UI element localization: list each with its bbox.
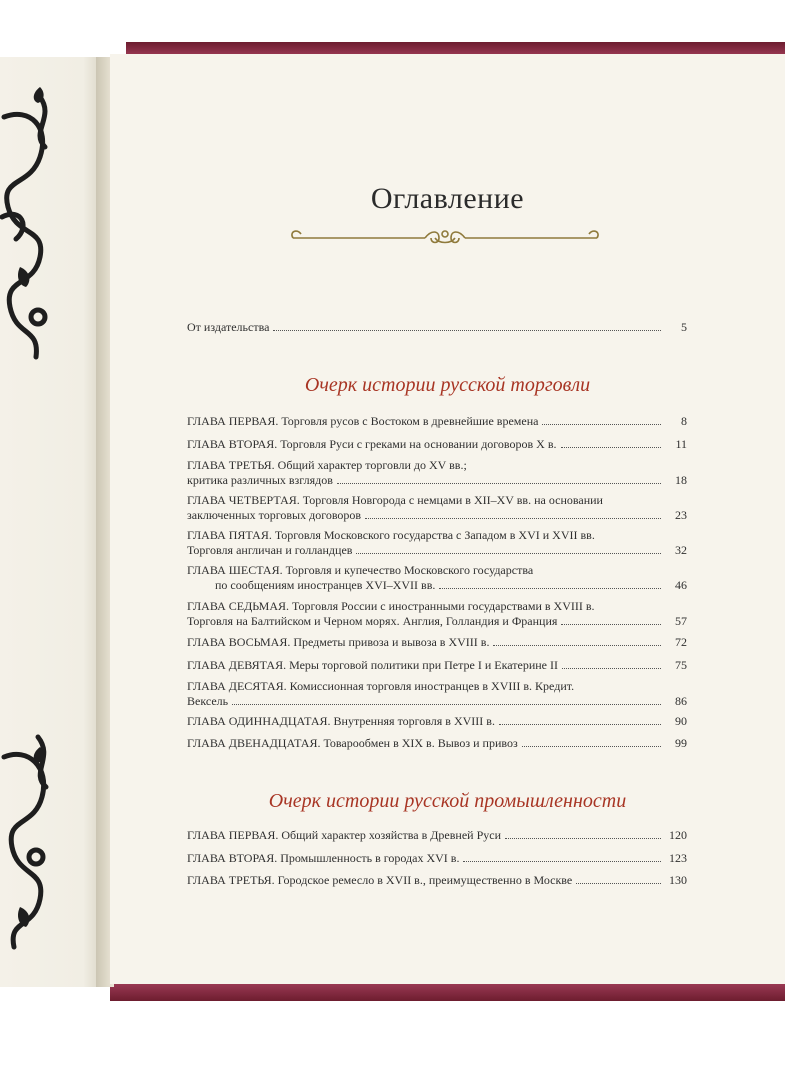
dot-leader <box>232 694 661 705</box>
toc-entry[interactable] <box>187 599 687 629</box>
entry-title-line2: Торговля на Балтийском и Черном морях. Англия, Голландия и Франция <box>187 614 558 628</box>
toc-entry[interactable] <box>187 851 687 866</box>
toc-entry[interactable] <box>187 437 687 452</box>
entry-title-line2: критика различных взглядов <box>187 473 333 487</box>
dot-leader <box>522 736 661 747</box>
toc-entry[interactable] <box>187 528 687 558</box>
dot-leader <box>561 437 661 448</box>
title-flourish-icon <box>285 226 605 248</box>
page-number: 32 <box>675 543 687 557</box>
entry-title: ГЛАВА ТРЕТЬЯ. Городское ремесло в XVII в., преимущественно в Москве <box>187 873 573 887</box>
dot-leader <box>505 828 661 839</box>
entry-title: ГЛАВА ДЕВЯТАЯ. Меры торговой политики при Петре I и Екатерине II <box>187 658 558 672</box>
entry-title-line2: по сообщениям иностранцев XVI–XVII вв. <box>215 578 436 592</box>
dot-leader <box>576 873 661 884</box>
page-number: 11 <box>675 437 687 451</box>
entry-title-line1: ГЛАВА ДЕСЯТАЯ. Комиссионная торговля иностранцев в XVIII в. Кредит. <box>187 679 575 693</box>
page-number: 57 <box>675 614 687 628</box>
entry-title-line1: ГЛАВА ШЕСТАЯ. Торговля и купечество Московского государства <box>187 563 534 577</box>
facing-ornamental-page <box>0 57 104 987</box>
dot-leader <box>561 614 661 625</box>
toc-entry[interactable] <box>187 679 687 709</box>
toc-entry[interactable] <box>187 458 687 488</box>
dot-leader <box>463 851 661 862</box>
toc-entry[interactable] <box>187 714 687 729</box>
entry-title: ГЛАВА ОДИННАДЦАТАЯ. Внутренняя торговля в XVIII в. <box>187 714 495 728</box>
page-number: 23 <box>675 508 687 522</box>
toc-entry[interactable] <box>187 873 687 888</box>
page-number: 130 <box>669 873 687 887</box>
dot-leader <box>365 508 661 519</box>
toc-entry[interactable] <box>187 828 687 843</box>
page-title: Оглавление <box>370 182 525 215</box>
dot-leader <box>542 414 661 425</box>
dot-leader <box>356 543 661 554</box>
entry-title: ГЛАВА ВТОРАЯ. Промышленность в городах XVI в. <box>187 851 460 865</box>
entry-title: ГЛАВА ПЕРВАЯ. Торговля русов с Востоком в древнейшие времена <box>187 414 539 428</box>
page-number: 5 <box>681 320 687 334</box>
toc-entry[interactable] <box>187 563 687 593</box>
dot-leader <box>439 578 661 589</box>
entry-title-line2: заключенных торговых договоров <box>187 508 362 522</box>
dot-leader <box>273 320 661 331</box>
entry-title-line1: ГЛАВА СЕДЬМАЯ. Торговля России с иностранными государствами в XVIII в. <box>187 599 595 613</box>
entry-title-line2: Вексель <box>187 694 229 708</box>
page-number: 99 <box>675 736 687 750</box>
page-number: 86 <box>675 694 687 708</box>
toc-entry[interactable] <box>187 414 687 429</box>
entry-title-line1: ГЛАВА ТРЕТЬЯ. Общий характер торговли до XV вв.; <box>187 458 467 472</box>
page-number: 8 <box>681 414 687 428</box>
page-number: 90 <box>675 714 687 728</box>
toc-entry[interactable] <box>187 736 687 751</box>
dot-leader <box>493 635 661 646</box>
toc-preface[interactable] <box>187 320 687 335</box>
dot-leader <box>337 473 661 484</box>
entry-title-line1: ГЛАВА ПЯТАЯ. Торговля Московского государства с Западом в XVI и XVII вв. <box>187 528 595 542</box>
dot-leader <box>499 714 661 725</box>
entry-title-line1: ГЛАВА ЧЕТВЕРТАЯ. Торговля Новгорода с немцами в XII–XV вв. на основании <box>187 493 603 507</box>
toc-entry[interactable] <box>187 658 687 673</box>
toc-entry[interactable] <box>187 493 687 523</box>
scroll-ornament-icon <box>0 57 104 987</box>
page-number: 46 <box>675 578 687 592</box>
page-number: 72 <box>675 635 687 649</box>
page-number: 123 <box>669 851 687 865</box>
entry-title: ГЛАВА ВОСЬМАЯ. Предметы привоза и вывоза в XVIII в. <box>187 635 490 649</box>
entry-title: ГЛАВА ВТОРАЯ. Торговля Руси с греками на основании договоров X в. <box>187 437 557 451</box>
page-number: 75 <box>675 658 687 672</box>
book-cover-bottom-edge <box>110 983 785 1001</box>
section-heading-trade: Очерк истории русской торговли <box>304 374 591 396</box>
contents-page <box>110 54 785 984</box>
entry-title: ГЛАВА ДВЕНАДЦАТАЯ. Товарообмен в XIX в. Вывоз и привоз <box>187 736 518 750</box>
toc-entry[interactable] <box>187 635 687 650</box>
preface-label: От издательства <box>187 320 270 334</box>
dot-leader <box>562 658 661 669</box>
entry-title-line2: Торговля англичан и голландцев <box>187 543 353 557</box>
page-number: 18 <box>675 473 687 487</box>
page-number: 120 <box>669 828 687 842</box>
section-heading-industry: Очерк истории русской промышленности <box>268 790 627 812</box>
entry-title: ГЛАВА ПЕРВАЯ. Общий характер хозяйства в Древней Руси <box>187 828 501 842</box>
